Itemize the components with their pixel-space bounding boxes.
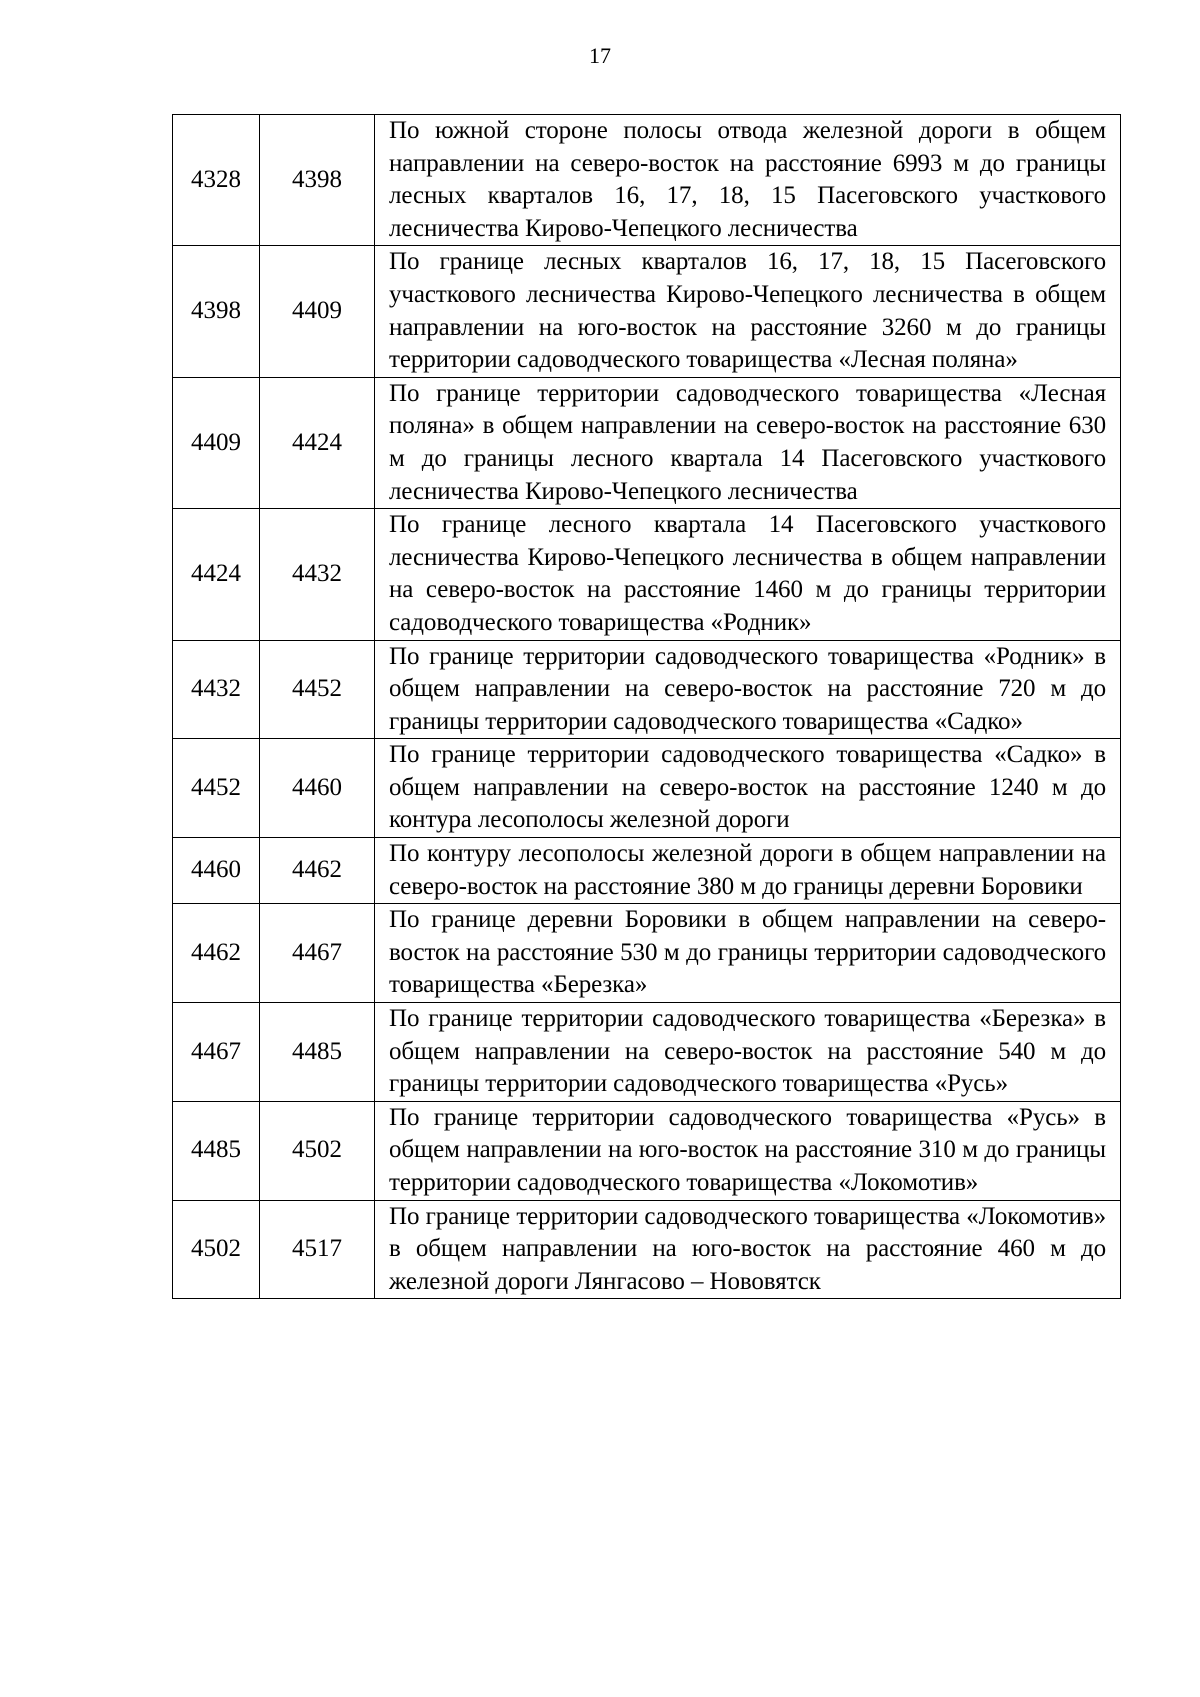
table-row: [173, 838, 1121, 904]
table-row: [173, 1003, 1121, 1102]
boundary-description-cell: По границе территории садоводческого товарищества «Родник» в общем направлении на северо-восток на расстояние 720 м до границы территории садоводческого товарищества «Садко»: [375, 640, 1121, 739]
point-from-cell: 4452: [173, 739, 260, 838]
point-to-cell: 4432: [260, 509, 375, 640]
table-row: [173, 377, 1121, 508]
point-from-cell: 4424: [173, 509, 260, 640]
boundary-description-cell: По границе территории садоводческого товарищества «Локомотив» в общем направлении на юго-восток на расстояние 460 м до железной дороги Лянгасово – Нововятск: [375, 1200, 1121, 1299]
point-from-cell: 4485: [173, 1101, 260, 1200]
point-from-cell: 4462: [173, 904, 260, 1003]
point-to-cell: 4452: [260, 640, 375, 739]
point-to-cell: 4517: [260, 1200, 375, 1299]
boundary-description-cell: По границе территории садоводческого товарищества «Русь» в общем направлении на юго-восток на расстояние 310 м до границы территории садоводческого товарищества «Локомотив»: [375, 1101, 1121, 1200]
boundary-description-cell: По границе лесных кварталов 16, 17, 18, 15 Пасеговского участкового лесничества Кирово-Чепецкого лесничества в общем направлении на юго-восток на расстояние 3260 м до границы территории садоводческого товарищества «Лесная поляна»: [375, 246, 1121, 377]
point-from-cell: 4432: [173, 640, 260, 739]
boundary-description-cell: По границе лесного квартала 14 Пасеговского участкового лесничества Кирово-Чепецкого лесничества в общем направлении на северо-восток на расстояние 1460 м до границы территории садоводческого товарищества «Родник»: [375, 509, 1121, 640]
boundary-description-table: [172, 114, 1121, 1299]
table-row: [173, 509, 1121, 640]
boundary-description-cell: По границе территории садоводческого товарищества «Березка» в общем направлении на северо-восток на расстояние 540 м до границы территории садоводческого товарищества «Русь»: [375, 1003, 1121, 1102]
point-to-cell: 4460: [260, 739, 375, 838]
table-row: [173, 246, 1121, 377]
point-to-cell: 4485: [260, 1003, 375, 1102]
boundary-description-cell: По южной стороне полосы отвода железной дороги в общем направлении на северо-восток на расстояние 6993 м до границы лесных кварталов 16, 17, 18, 15 Пасеговского участкового лесничества Кирово-Чепецкого лесничества: [375, 115, 1121, 246]
point-to-cell: 4398: [260, 115, 375, 246]
point-to-cell: 4467: [260, 904, 375, 1003]
point-to-cell: 4502: [260, 1101, 375, 1200]
table-row: [173, 739, 1121, 838]
page-number: 17: [589, 43, 611, 68]
point-to-cell: 4462: [260, 838, 375, 904]
table-row: [173, 1101, 1121, 1200]
table-row: [173, 1200, 1121, 1299]
table-row: [173, 640, 1121, 739]
point-from-cell: 4328: [173, 115, 260, 246]
point-to-cell: 4409: [260, 246, 375, 377]
point-from-cell: 4502: [173, 1200, 260, 1299]
point-from-cell: 4460: [173, 838, 260, 904]
boundary-description-cell: По границе деревни Боровики в общем направлении на северо-восток на расстояние 530 м до границы территории садоводческого товарищества «Березка»: [375, 904, 1121, 1003]
point-from-cell: 4398: [173, 246, 260, 377]
table-row: [173, 115, 1121, 246]
point-from-cell: 4409: [173, 377, 260, 508]
point-from-cell: 4467: [173, 1003, 260, 1102]
table-row: [173, 904, 1121, 1003]
boundary-description-cell: По границе территории садоводческого товарищества «Лесная поляна» в общем направлении на северо-восток на расстояние 630 м до границы лесного квартала 14 Пасеговского участкового лесничества Кирово-Чепецкого лесничества: [375, 377, 1121, 508]
point-to-cell: 4424: [260, 377, 375, 508]
boundary-description-cell: По контуру лесополосы железной дороги в общем направлении на северо-восток на расстояние 380 м до границы деревни Боровики: [375, 838, 1121, 904]
boundary-description-cell: По границе территории садоводческого товарищества «Садко» в общем направлении на северо-восток на расстояние 1240 м до контура лесополосы железной дороги: [375, 739, 1121, 838]
